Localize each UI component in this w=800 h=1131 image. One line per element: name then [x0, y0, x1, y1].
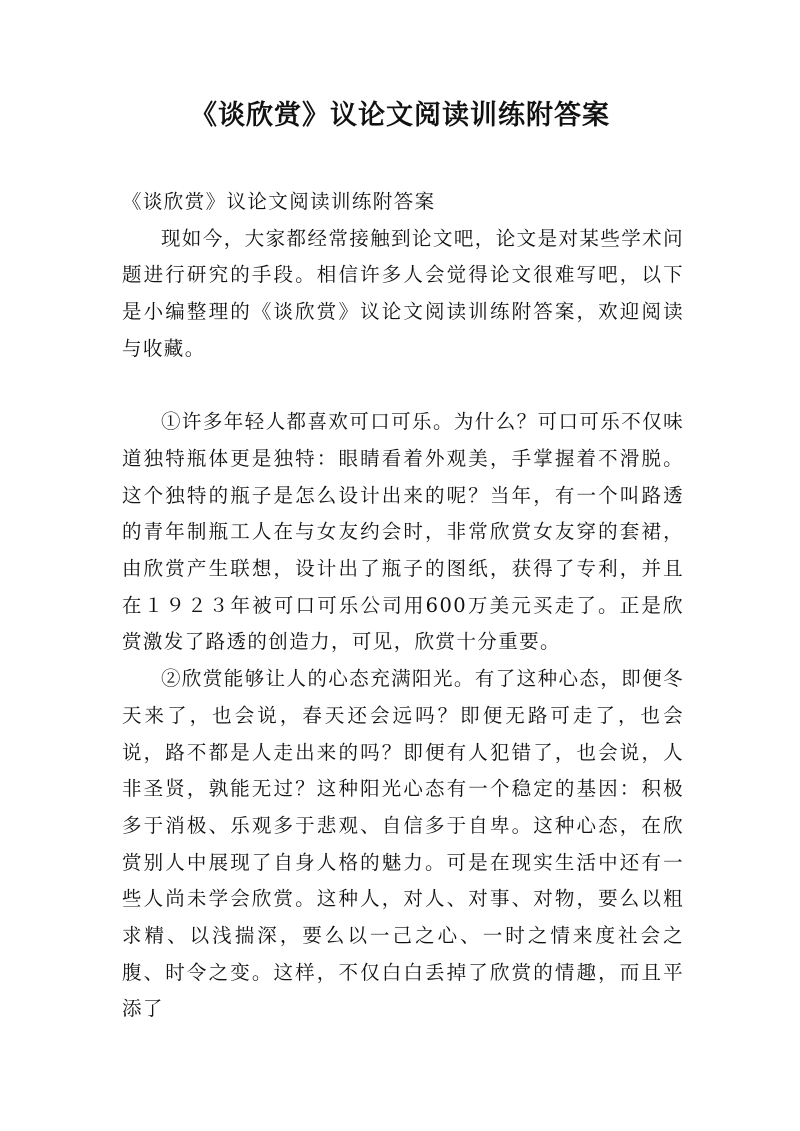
article-body [122, 184, 684, 1028]
page-title: 《谈欣赏》议论文阅读训练附答案 [190, 100, 610, 131]
intro-paragraph: 现如今，大家都经常接触到论文吧，论文是对某些学术问题进行研究的手段。相信许多人会觉得论文很难写吧，以下是小编整理的《谈欣赏》议论文阅读训练附答案，欢迎阅读与收藏。 [122, 226, 684, 360]
paragraph-spacer [122, 368, 684, 405]
paragraph-2: ②欣赏能够让人的心态充满阳光。有了这种心态，即便冬天来了，也会说，春天还会远吗？即便无路可走了，也会说，路不都是人走出来的吗？即便有人犯错了，也会说，人非圣贤，孰能无过？这种阳光心态有一个稳定的基因：积极多于消极、乐观多于悲观、自信多于自卑。这种心态，在欣赏别人中展现了自身人格的魅力。可是在现实生活中还有一些人尚未学会欣赏。这种人，对人、对事、对物，要么以粗求精、以浅揣深，要么以一己之心、一时之情来度社会之腹、时令之变。这样，不仅白白丢掉了欣赏的情趣，而且平添了 [122, 667, 684, 1021]
article-subtitle: 《谈欣赏》议论文阅读训练附答案 [122, 190, 436, 213]
paragraph-1: ①许多年轻人都喜欢可口可乐。为什么？可口可乐不仅味道独特瓶体更是独特：眼睛看着外观美，手掌握着不滑脱。这个独特的瓶子是怎么设计出来的呢？当年，有一个叫路透的青年制瓶工人在与女友约会时，非常欣赏女友穿的套裙，由欣赏产生联想，设计出了瓶子的图纸，获得了专利，并且在１９２３年被可口可乐公司用600万美元买走了。正是欣赏激发了路透的创造力，可见，欣赏十分重要。 [122, 410, 684, 654]
